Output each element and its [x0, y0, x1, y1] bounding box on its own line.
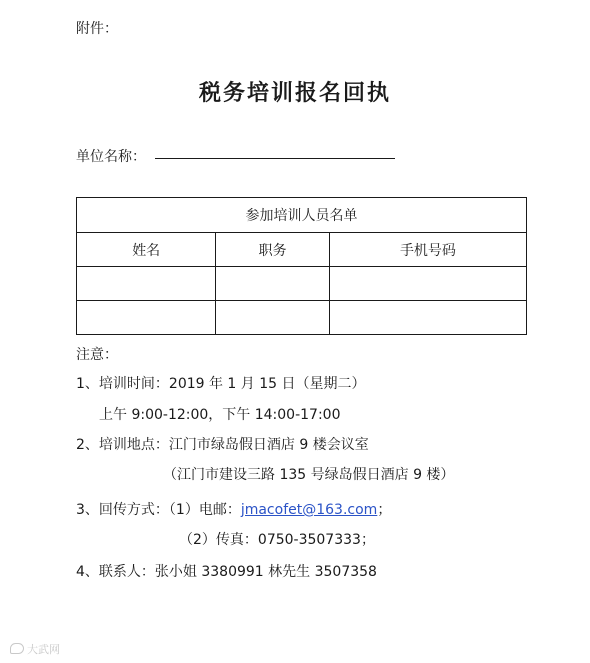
email-suffix: ；: [377, 502, 392, 518]
table-caption-row: [77, 198, 527, 233]
email-link[interactable]: jmacofet@163.com: [240, 502, 378, 518]
note-training-venue: 2、培训地点：江门市绿岛假日酒店 9 楼会议室: [76, 437, 369, 453]
table-cell-phone[interactable]: [329, 267, 526, 301]
note-training-hours: 上午 9:00-12:00，下午 14:00-17:00: [99, 407, 341, 423]
column-header-position: 职务: [216, 233, 330, 267]
note-training-time: 1、培训时间：2019 年 1 月 15 日（星期二）: [76, 376, 366, 392]
notes-heading: 注意：: [76, 347, 118, 363]
table-cell-name[interactable]: [77, 267, 216, 301]
table-cell-position[interactable]: [216, 301, 330, 335]
table-cell-name[interactable]: [77, 301, 216, 335]
table-cell-position[interactable]: [216, 267, 330, 301]
note-return-method: [76, 499, 391, 519]
unit-name-label: 单位名称：: [76, 149, 146, 165]
note-venue-address: （江门市建设三路 135 号绿岛假日酒店 9 楼）: [163, 467, 455, 483]
table-caption: 参加培训人员名单: [77, 198, 527, 233]
table-row: [77, 267, 527, 301]
column-header-name: 姓名: [77, 233, 216, 267]
table-header-row: [77, 233, 527, 267]
unit-name-field[interactable]: [155, 158, 395, 159]
participant-table: [76, 197, 527, 335]
table-row: [77, 301, 527, 335]
document-title: 税务培训报名回执: [198, 80, 391, 106]
watermark: [10, 641, 60, 657]
weibo-icon: [10, 643, 24, 654]
watermark-text: 大武网: [27, 643, 60, 656]
attachment-label: 附件：: [76, 21, 118, 37]
table-cell-phone[interactable]: [329, 301, 526, 335]
return-method-label: 3、回传方式：（1）电邮：: [76, 502, 241, 518]
note-contacts: 4、联系人：张小姐 3380991 林先生 3507358: [76, 564, 377, 580]
note-fax: （2）传真：0750-3507333；: [179, 532, 375, 548]
column-header-phone: 手机号码: [329, 233, 526, 267]
